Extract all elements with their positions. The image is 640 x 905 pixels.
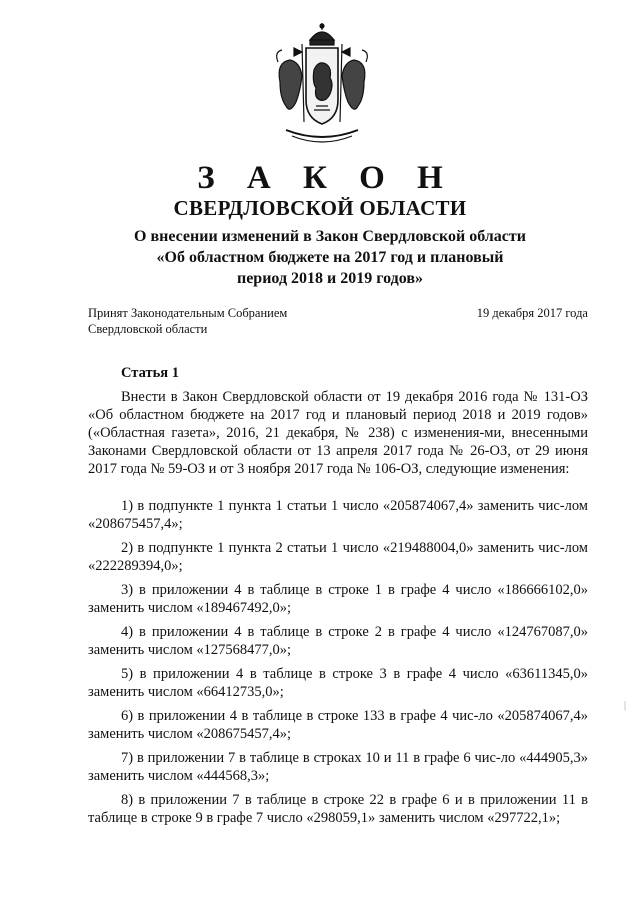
scan-artifact: | [624,700,627,711]
list-item: 8) в приложении 7 в таблице в строке 22 в графе 6 и в приложении 11 в таблице в строке 9 в графе 7 число «298059,1» заменить числом «297722,1»; [88,792,588,826]
document-title: З А К О Н [197,160,455,196]
coat-of-arms-icon [272,22,372,150]
list-item: 7) в приложении 7 в таблице в строках 10 и 11 в графе 6 чис-ло «444905,3» заменить числом «444568,3»; [88,750,588,784]
list-item: 3) в приложении 4 в таблице в строке 1 в графе 4 число «186666102,0» заменить числом «189467492,0»; [88,582,588,616]
list-item: 2) в подпункте 1 пункта 2 статьи 1 число «219488004,0» заменить чис-лом «222289394,0»; [88,540,588,574]
article-intro: Внести в Закон Свердловской области от 19 декабря 2016 года № 131-ОЗ «Об областном бюджете на 2017 год и плановый период 2018 и 2019 годов» («Областная газета», 2016, 21 декабря, № 238) с изменения-ми, внесенными Законами Свердловской области от 13 апреля 2017 года № 26-ОЗ, от 29 июня 2017 года № 59-ОЗ и от 3 ноября 2017 года № 106-ОЗ, следующие изменения: [88,389,588,477]
heading-line: «Об областном бюджете на 2017 год и плановый [156,249,504,266]
adopted-by-line: Принят Законодательным Собранием [88,306,288,320]
adoption-date: 19 декабря 2017 года [476,306,588,320]
adopted-by [88,305,348,337]
article-title: Статья 1 [121,365,179,381]
heading-line: О внесении изменений в Закон Свердловской области [134,228,526,245]
list-item: 4) в приложении 4 в таблице в строке 2 в графе 4 число «124767087,0» заменить числом «127568477,0»; [88,624,588,658]
heading-line: период 2018 и 2019 годов» [236,270,424,287]
list-item: 1) в подпункте 1 пункта 1 статьи 1 число «205874067,4» заменить чис-лом «208675457,4»; [88,498,588,532]
law-heading [100,226,560,289]
list-item: 5) в приложении 4 в таблице в строке 3 в графе 4 число «63611345,0» заменить числом «66412735,0»; [88,666,588,700]
list-item: 6) в приложении 4 в таблице в строке 133 в графе 4 чис-ло «205874067,4» заменить числом «208675457,4»; [88,708,588,742]
document-subtitle: СВЕРДЛОВСКОЙ ОБЛАСТИ [173,196,467,220]
adopted-by-line: Свердловской области [88,322,208,336]
